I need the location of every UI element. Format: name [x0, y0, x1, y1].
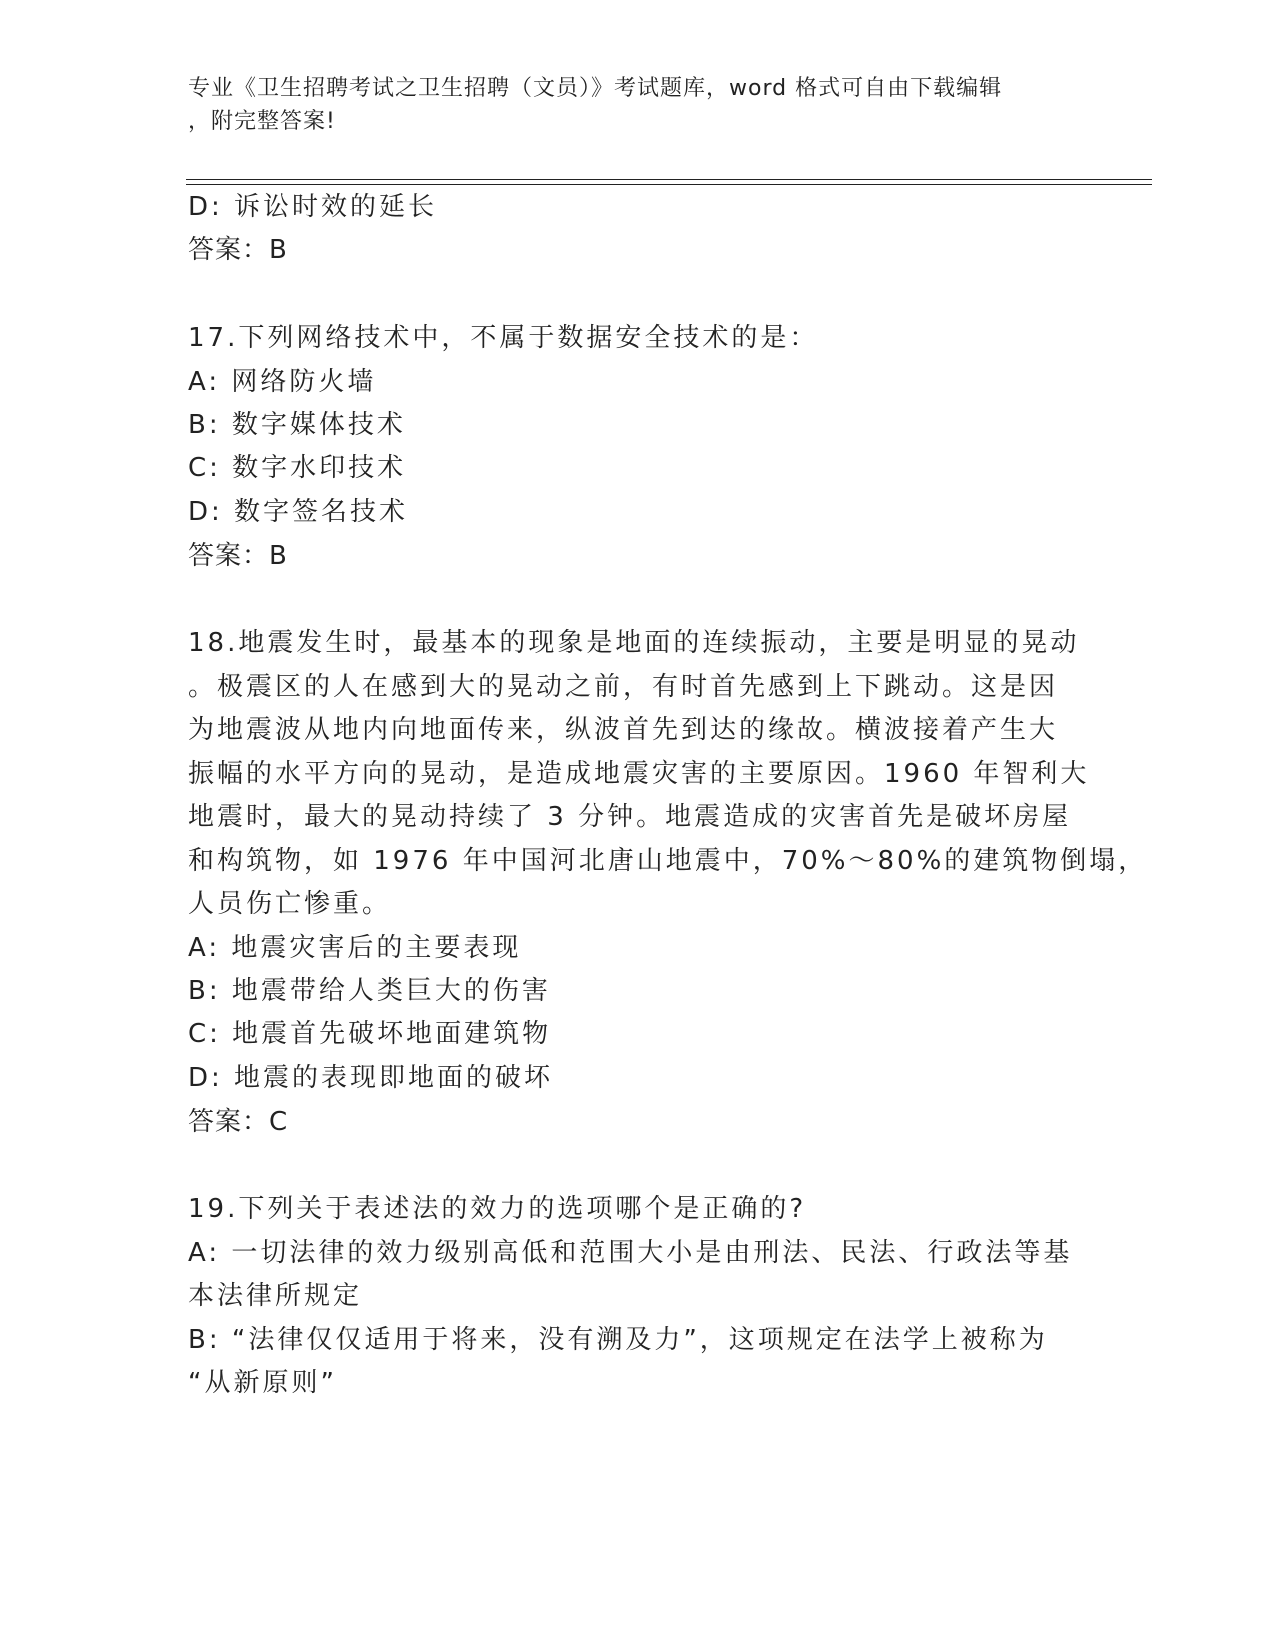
- question-17-option-a: A: 网络防火墙: [188, 367, 377, 397]
- question-18-stem-line-6: 和构筑物，如 1976 年中国河北唐山地震中，70%～80%的建筑物倒塌，: [188, 846, 1148, 876]
- question-17-option-c: C: 数字水印技术: [188, 453, 407, 483]
- question-18-stem-line-2: 。极震区的人在感到大的晃动之前，有时首先感到上下跳动。这是因: [188, 672, 1059, 702]
- question-18-stem-line-7: 人员伤亡惨重。: [188, 889, 392, 919]
- option-d-prev: D: 诉讼时效的延长: [188, 192, 438, 222]
- page-header: [188, 72, 1068, 138]
- question-18-stem-line-3: 为地震波从地内向地面传来，纵波首先到达的缘故。横波接着产生大: [188, 715, 1059, 745]
- header-rule-top: [186, 179, 1152, 180]
- question-18-stem-line-4: 振幅的水平方向的晃动，是造成地震灾害的主要原因。1960 年智利大: [188, 759, 1090, 789]
- question-19-option-a-line-1: A: 一切法律的效力级别高低和范围大小是由刑法、民法、行政法等基: [188, 1238, 1073, 1268]
- question-19-stem: 19.下列关于表述法的效力的选项哪个是正确的?: [188, 1194, 807, 1224]
- question-19-option-a-line-2: 本法律所规定: [188, 1281, 363, 1311]
- question-18-option-b: B: 地震带给人类巨大的伤害: [188, 976, 551, 1006]
- question-19-option-b-line-1: B: “法律仅仅适用于将来，没有溯及力”，这项规定在法学上被称为: [188, 1325, 1048, 1355]
- question-18-option-d: D: 地震的表现即地面的破坏: [188, 1063, 554, 1093]
- question-17-answer: 答案：B: [188, 541, 288, 571]
- question-17-stem: 17.下列网络技术中，不属于数据安全技术的是：: [188, 323, 819, 353]
- header-rule-bottom: [186, 184, 1152, 185]
- answer-prev: 答案：B: [188, 235, 288, 265]
- question-18-answer: 答案：C: [188, 1107, 289, 1137]
- header-line-2: ，附完整答案!: [188, 109, 336, 134]
- question-18-stem-line-1: 18.地震发生时，最基本的现象是地面的连续振动，主要是明显的晃动: [188, 628, 1080, 658]
- question-17-option-d: D: 数字签名技术: [188, 497, 409, 527]
- question-19-option-b-line-2: “从新原则”: [188, 1368, 337, 1398]
- header-line-1: 专业《卫生招聘考试之卫生招聘（文员）》考试题库，word 格式可自由下载编辑: [188, 76, 1003, 101]
- question-18-option-c: C: 地震首先破坏地面建筑物: [188, 1019, 552, 1049]
- question-17-option-b: B: 数字媒体技术: [188, 410, 406, 440]
- question-18-option-a: A: 地震灾害后的主要表现: [188, 933, 522, 963]
- question-18-stem-line-5: 地震时，最大的晃动持续了 3 分钟。地震造成的灾害首先是破坏房屋: [188, 802, 1072, 832]
